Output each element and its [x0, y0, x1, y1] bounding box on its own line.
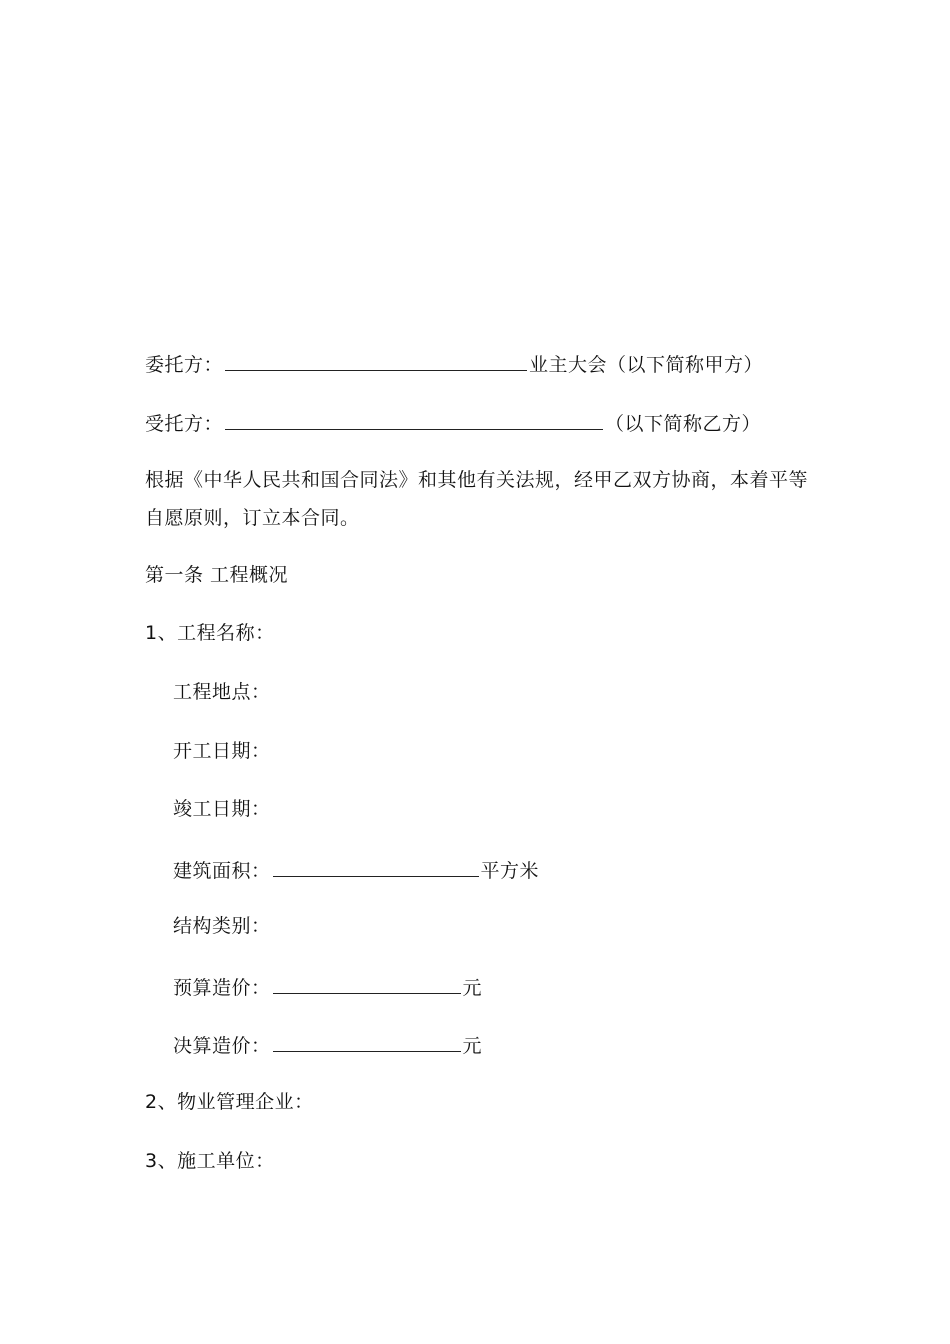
principal-line — [145, 350, 763, 377]
building-area-blank[interactable] — [273, 856, 479, 877]
principal-name-blank[interactable] — [225, 350, 527, 371]
agent-line — [145, 409, 761, 436]
principal-suffix: 业主大会（以下简称甲方） — [529, 354, 764, 376]
final-cost-blank[interactable] — [273, 1031, 461, 1052]
budget-cost-line — [173, 973, 482, 1000]
building-area-label: 建筑面积： — [173, 860, 271, 882]
start-date: 开工日期： — [173, 740, 271, 762]
budget-cost-label: 预算造价： — [173, 977, 271, 999]
building-area-unit: 平方米 — [480, 860, 540, 882]
agent-suffix: （以下简称乙方） — [605, 413, 762, 435]
agent-name-blank[interactable] — [225, 409, 603, 430]
project-location: 工程地点： — [173, 681, 271, 703]
budget-cost-blank[interactable] — [273, 973, 461, 994]
preamble-line-2: 自愿原则，订立本合同。 — [145, 507, 360, 529]
final-cost-unit: 元 — [462, 1035, 483, 1057]
article-1-heading: 第一条 工程概况 — [145, 564, 289, 586]
budget-cost-unit: 元 — [462, 977, 483, 999]
final-cost-label: 决算造价： — [173, 1035, 271, 1057]
agent-label: 受托方： — [145, 413, 224, 435]
item-2-property-management: 2、物业管理企业： — [145, 1091, 314, 1113]
structure-type: 结构类别： — [173, 915, 271, 937]
item-1-project-name: 1、工程名称： — [145, 622, 275, 644]
final-cost-line — [173, 1031, 482, 1058]
preamble-line-1: 根据《中华人民共和国合同法》和其他有关法规，经甲乙双方协商，本着平等 — [145, 469, 809, 491]
completion-date: 竣工日期： — [173, 798, 271, 820]
principal-label: 委托方： — [145, 354, 224, 376]
item-3-construction-unit: 3、施工单位： — [145, 1150, 275, 1172]
building-area-line — [173, 856, 539, 883]
